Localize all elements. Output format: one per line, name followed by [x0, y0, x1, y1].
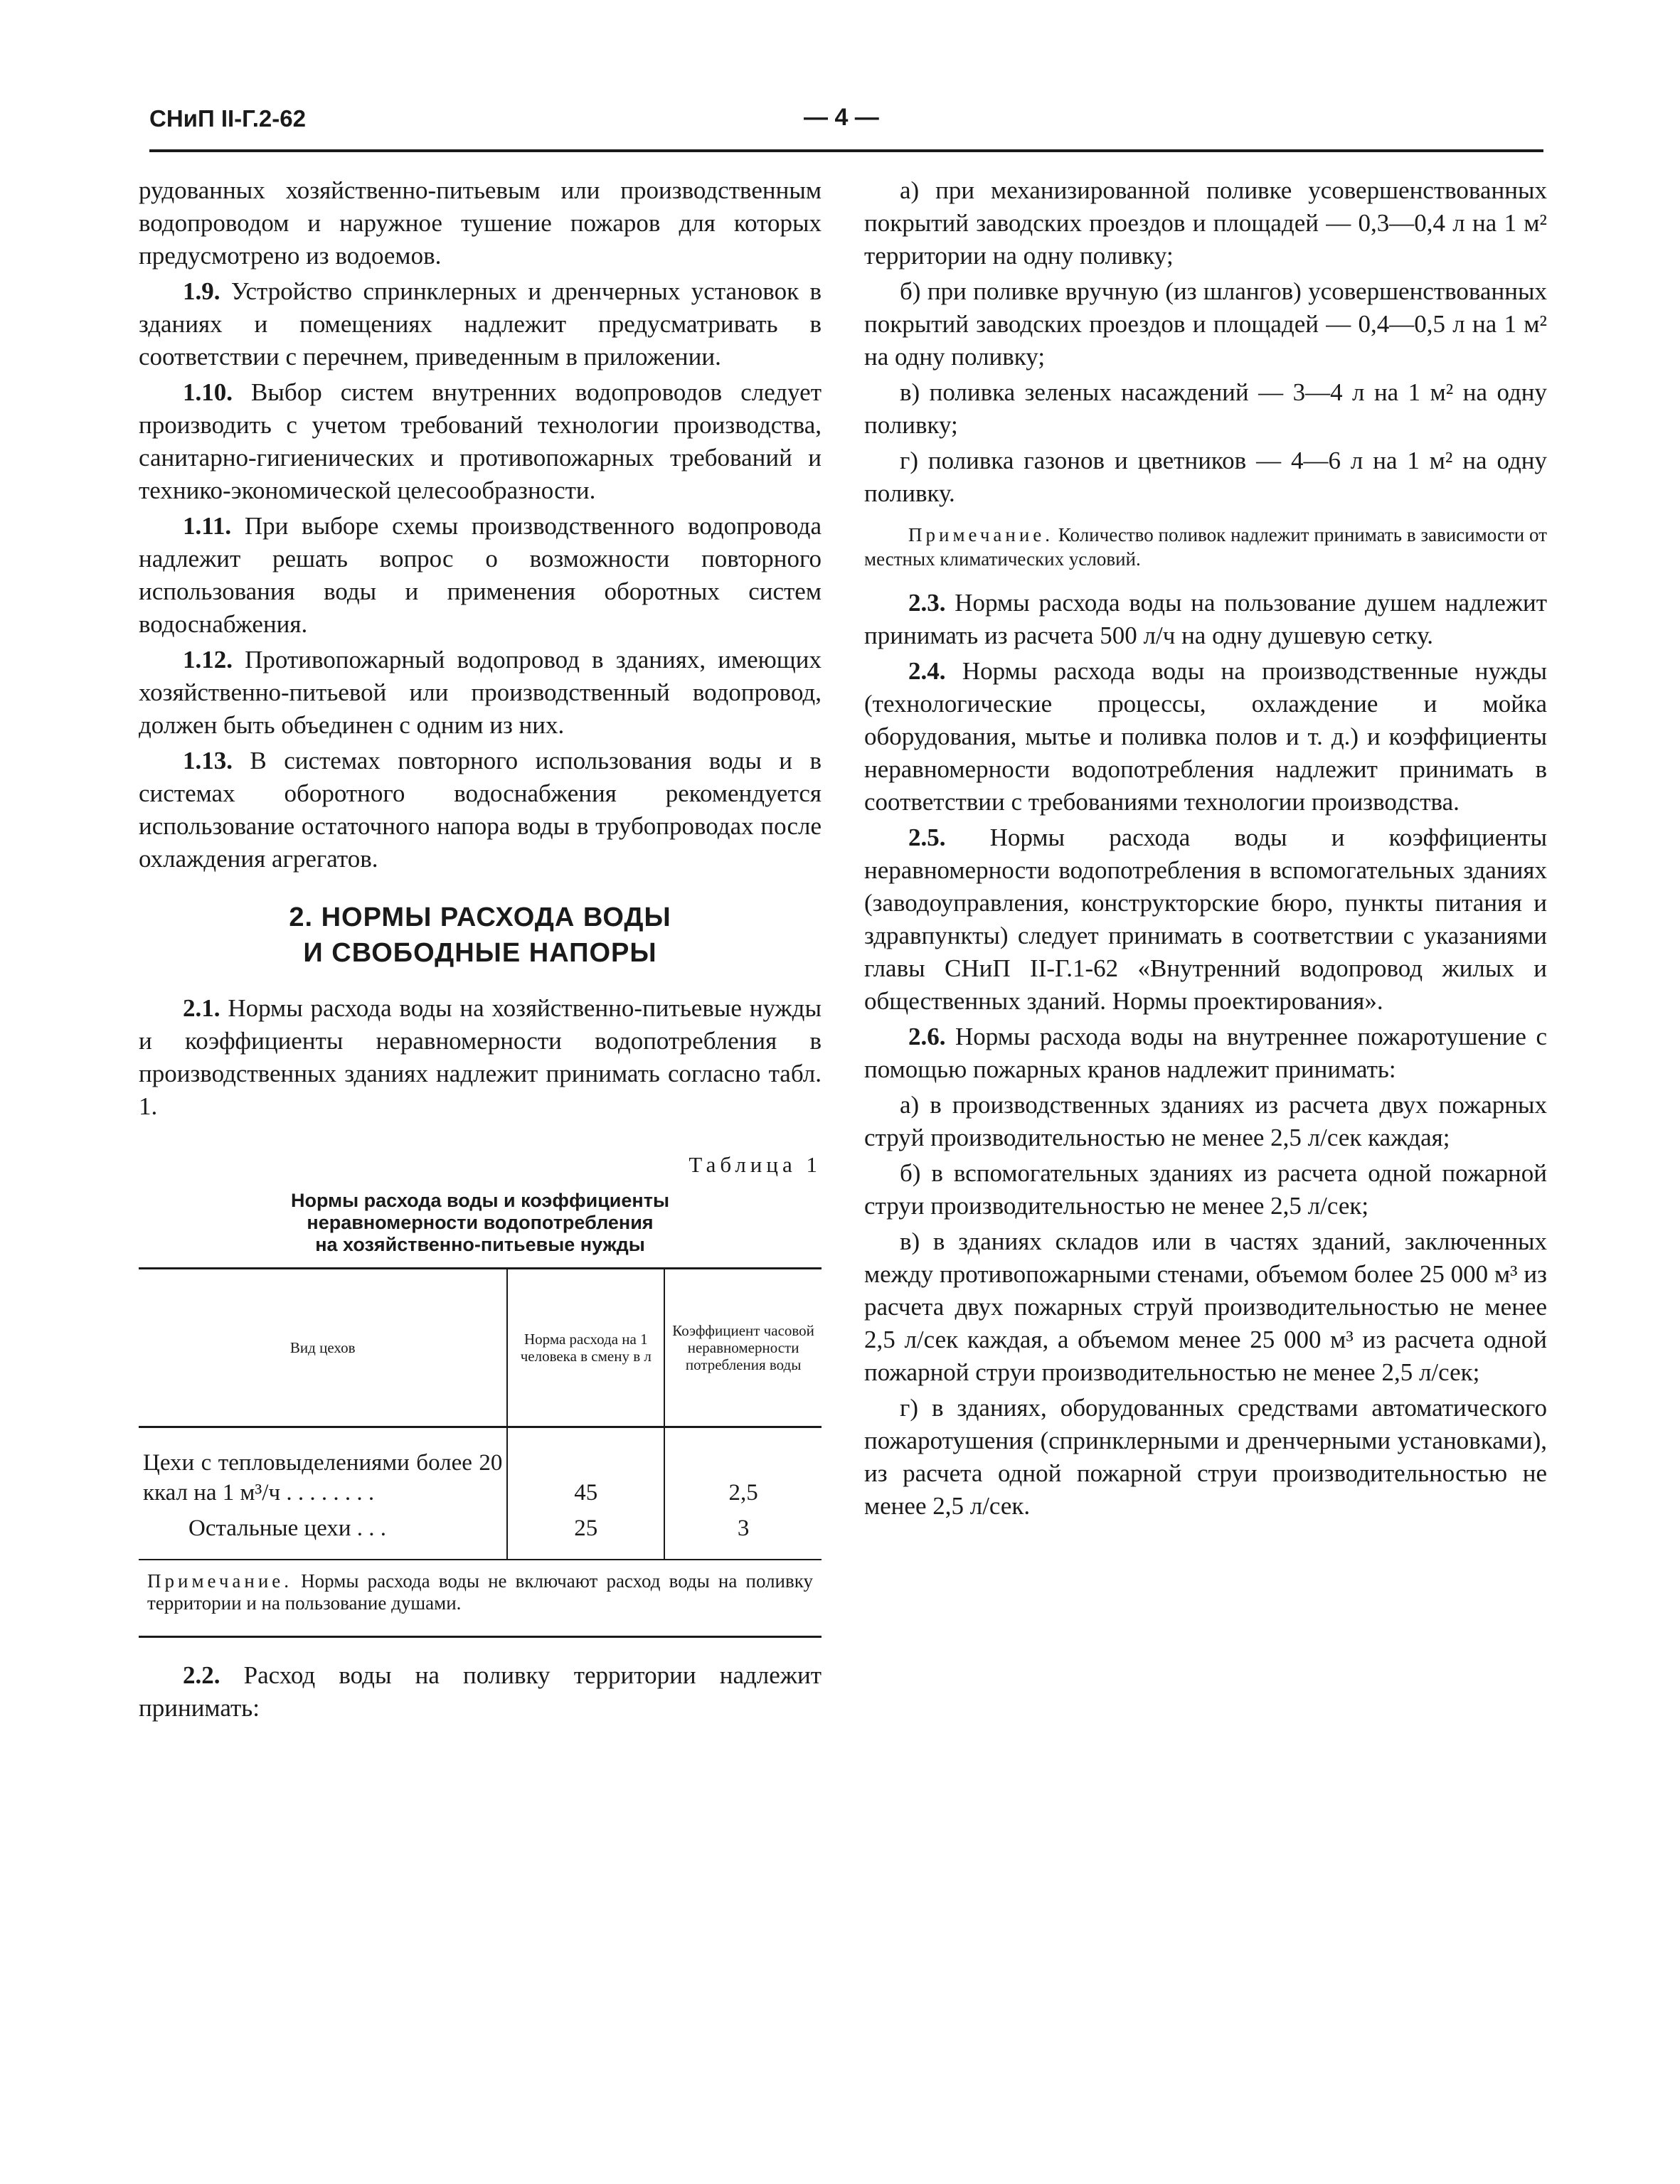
right-column	[864, 174, 1547, 1525]
paragraph-text: Выбор систем внутренних водопроводов следует производить с учетом требований технологии производства, санитарно-гигиенических и противопожарных требований и технико-экономической целесообразности.	[139, 378, 822, 504]
paragraph-text: Нормы расхода воды и коэффициенты неравномерности водопотребления в вспомогательных зданиях (заводоуправления, конструкторские бюро, пункты питания и здравпункты) следует принимать в соответствии с указаниями главы СНиП II-Г.1-62 «Внутренний водопровод жилых и общественных зданий. Нормы проектирования».	[864, 824, 1547, 1015]
table-label: Таблица 1	[689, 1152, 822, 1177]
table-row	[139, 1511, 822, 1560]
table-note-label: Примечание.	[147, 1570, 293, 1592]
table-title-line-1: Нормы расхода воды и коэффициенты	[291, 1190, 669, 1211]
column-header-coefficient: Коэффициент часовой неравномерности потребления воды	[664, 1269, 822, 1427]
note-label: Примечание.	[908, 524, 1054, 545]
paragraph-number: 2.6.	[908, 1023, 946, 1050]
paragraph-number: 1.13.	[183, 747, 233, 774]
table-cell-shop-type: Цехи с тепловыделениями более 20 ккал на 1 м³/ч . . . . . . . .	[143, 1450, 503, 1506]
table-cell-coefficient: 3	[664, 1511, 822, 1560]
page-header	[149, 100, 1543, 152]
paragraph-number: 2.3.	[908, 589, 946, 617]
paragraph-number: 1.11.	[183, 512, 232, 540]
section-heading-line-2: И СВОБОДНЫЕ НАПОРЫ	[303, 938, 657, 968]
note	[864, 523, 1547, 571]
paragraph-2-6	[864, 1021, 1547, 1086]
list-item-6a: а) в производственных зданиях из расчета двух пожарных струй производительностью не менее 2,5 л/сек каждая;	[864, 1091, 1547, 1151]
list-item-6g: г) в зданиях, оборудованных средствами автоматического пожаротушения (спринклерными и дренчерными установками), из расчета одной пожарной струи производительностью не менее 2,5 л/сек.	[864, 1394, 1547, 1520]
list-item-a: а) при механизированной поливке усовершенствованных покрытий заводских проездов и площадей — 0,3—0,4 л на 1 м² территории на одну поливку;	[864, 176, 1547, 270]
paragraph-number: 2.2.	[183, 1661, 220, 1689]
paragraph-2-4	[864, 655, 1547, 819]
list-item-6b: б) в вспомогательных зданиях из расчета одной пожарной струи производительностью не менее 2,5 л/сек;	[864, 1159, 1547, 1220]
paragraph-number: 1.9.	[183, 277, 220, 305]
list-item-g: г) поливка газонов и цветников — 4—6 л на 1 м² на одну поливку.	[864, 447, 1547, 507]
note-text: Количество поливок надлежит принимать в зависимости от местных климатических условий.	[864, 524, 1547, 570]
paragraph-1-9	[139, 275, 822, 373]
left-column	[139, 174, 822, 1727]
paragraph-text: Противопожарный водопровод в зданиях, имеющих хозяйственно-питьевой или производственный водопровод, должен быть объединен с одним из них.	[139, 646, 822, 739]
list-item-b: б) при поливке вручную (из шлангов) усовершенствованных покрытий заводских проездов и площадей — 0,4—0,5 л на 1 м² на одну поливку;	[864, 277, 1547, 371]
paragraph-number: 2.1.	[183, 994, 220, 1022]
paragraph-2-3	[864, 587, 1547, 652]
table-cell-shop-type: Остальные цехи . . .	[188, 1516, 387, 1541]
table-title-line-3: на хозяйственно-питьевые нужды	[315, 1234, 645, 1255]
paragraph-text: Нормы расхода воды на хозяйственно-питьевые нужды и коэффициенты неравномерности водопотребления в производственных зданиях надлежит принимать согласно табл. 1.	[139, 994, 822, 1120]
paragraph-text: Нормы расхода воды на внутреннее пожаротушение с помощью пожарных кранов надлежит принимать:	[864, 1023, 1547, 1083]
table-cell-coefficient: 2,5	[664, 1427, 822, 1511]
paragraph-continued: рудованных хозяйственно-питьевым или производственным водопроводом и наружное тушение пожаров для которых предусмотрено из водоемов.	[139, 176, 822, 270]
list-item-6v: в) в зданиях складов или в частях зданий, заключенных между противопожарными стенами, объемом более 25 000 м³ из расчета двух пожарных струй производительностью не менее 2,5 л/сек каждая, а объемом менее 25 000 м³ из расчета одной пожарной струи производительностью не менее 2,5 л/сек;	[864, 1227, 1547, 1386]
table-header-row	[139, 1269, 822, 1427]
paragraph-2-1	[139, 992, 822, 1123]
column-header-norm: Норма расхода на 1 человека в смену в л	[507, 1269, 664, 1427]
table-note-text: Нормы расхода воды не включают расход воды на поливку территории и на пользование душами.	[147, 1570, 813, 1614]
table-cell-norm: 45	[507, 1427, 664, 1511]
paragraph-number: 2.4.	[908, 657, 946, 685]
paragraph-1-13	[139, 745, 822, 875]
norms-table	[139, 1267, 822, 1638]
paragraph-number: 1.12.	[183, 646, 233, 673]
page-number: — 4 —	[804, 104, 879, 131]
section-heading-line-1: 2. НОРМЫ РАСХОДА ВОДЫ	[289, 902, 671, 932]
section-heading	[139, 900, 822, 971]
document-code: СНиП II-Г.2-62	[149, 105, 306, 132]
table-cell-norm: 25	[507, 1511, 664, 1560]
paragraph-text: При выборе схемы производственного водопровода надлежит решать вопрос о возможности повторного использования воды и применения оборотных систем водоснабжения.	[139, 512, 822, 638]
paragraph-text: В системах повторного использования воды и в системах оборотного водоснабжения рекомендуется использование остаточного напора воды в трубопроводах после охлаждения агрегатов.	[139, 747, 822, 873]
list-item-v: в) поливка зеленых насаждений — 3—4 л на 1 м² на одну поливку;	[864, 378, 1547, 439]
paragraph-text: Нормы расхода воды на пользование душем надлежит принимать из расчета 500 л/ч на одну душевую сетку.	[864, 589, 1547, 649]
paragraph-1-10	[139, 376, 822, 507]
paragraph-text: Расход воды на поливку территории надлежит принимать:	[139, 1661, 822, 1722]
paragraph-text: Нормы расхода воды на производственные нужды (технологические процессы, охлаждение и мойка оборудования, мытье и поливка полов и т. д.) и коэффициенты неравномерности водопотребления надлежит принимать в соответствии с требованиями технологии производства.	[864, 657, 1547, 816]
paragraph-1-12	[139, 644, 822, 742]
paragraph-2-5	[864, 821, 1547, 1018]
table-title	[139, 1190, 822, 1256]
table-note	[139, 1560, 822, 1637]
paragraph-number: 2.5.	[908, 824, 946, 851]
paragraph-1-11	[139, 510, 822, 641]
paragraph-2-2	[139, 1659, 822, 1725]
table-note-row	[139, 1560, 822, 1637]
table-row	[139, 1427, 822, 1511]
paragraph-text: Устройство спринклерных и дренчерных установок в зданиях и помещениях надлежит предусматривать в соответствии с перечнем, приведенным в приложении.	[139, 277, 822, 371]
table-title-line-2: неравномерности водопотребления	[307, 1212, 654, 1233]
paragraph-number: 1.10.	[183, 378, 233, 406]
column-header-shop-type: Вид цехов	[139, 1269, 507, 1427]
